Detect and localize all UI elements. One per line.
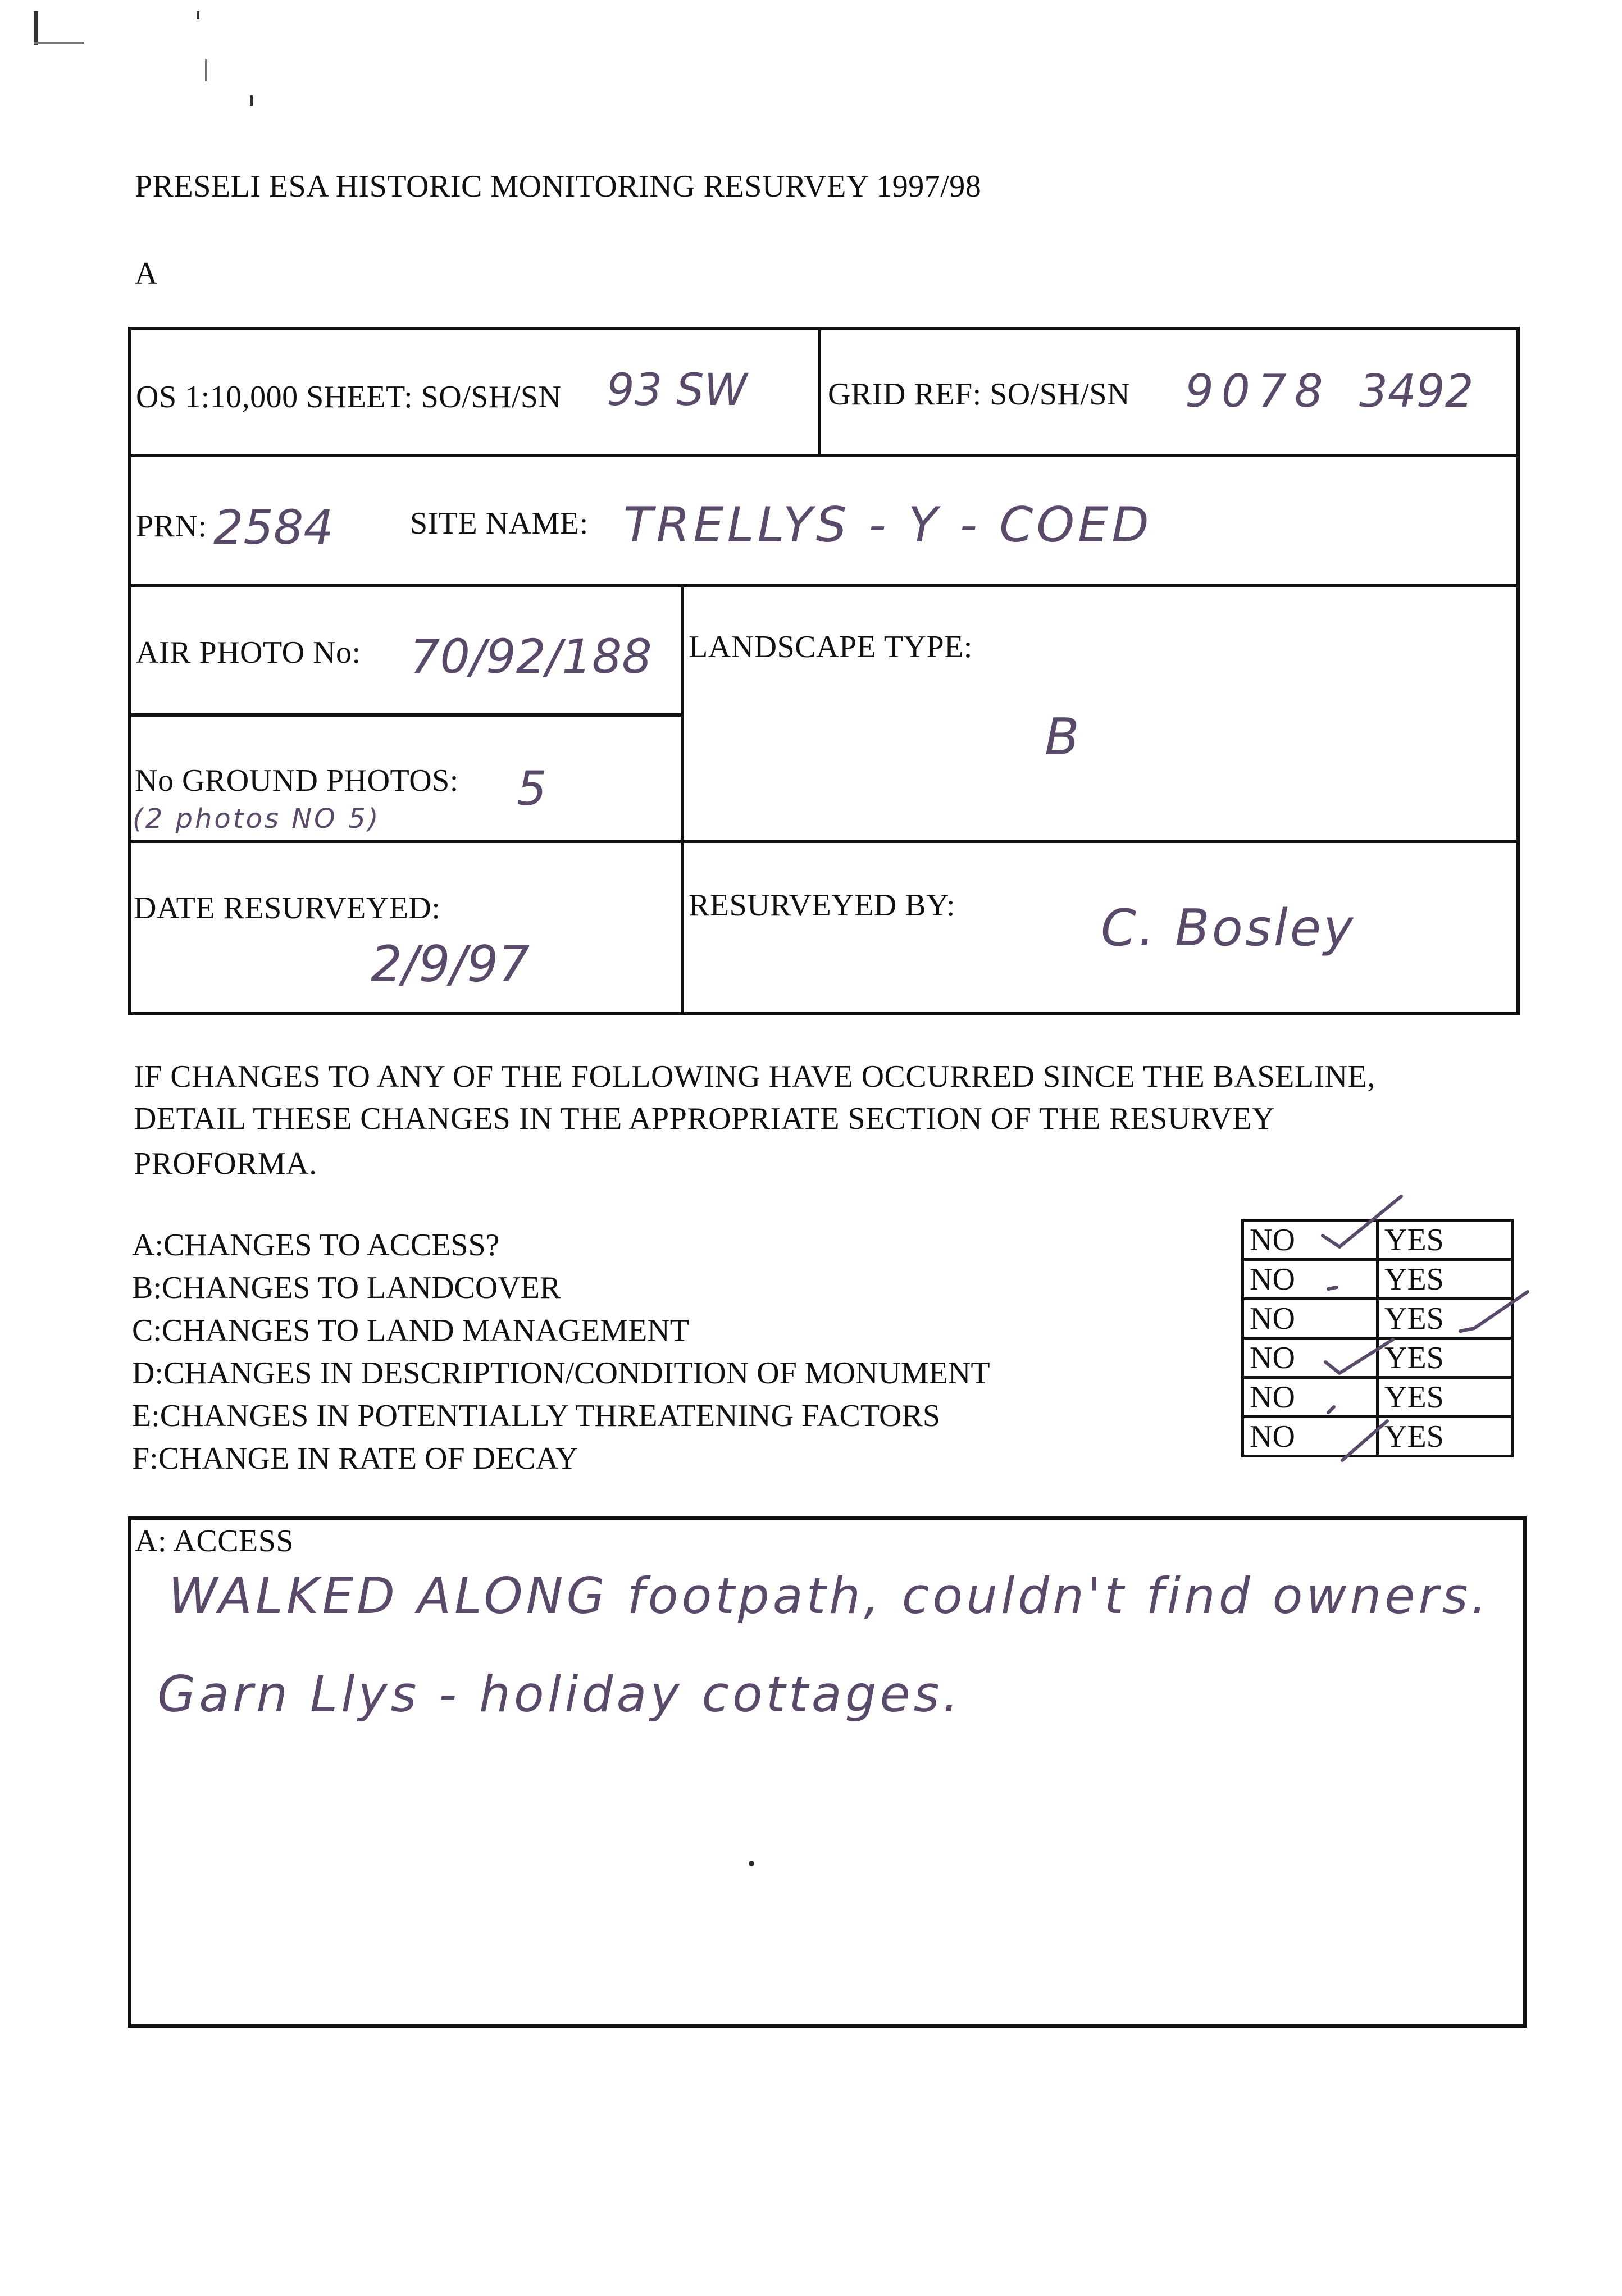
yes-checkbox[interactable]: YES (1378, 1338, 1512, 1378)
table-divider (128, 454, 1520, 457)
site-name-label: SITE NAME: (410, 506, 589, 541)
yes-checkbox[interactable]: YES (1378, 1260, 1512, 1299)
scan-mark (34, 11, 38, 45)
change-questions (132, 1227, 990, 1483)
access-notes-line-2: Garn Llys - holiday cottages. (157, 1665, 962, 1723)
ground-photos-label: No GROUND PHOTOS: (135, 763, 459, 798)
resurveyed-by-label: RESURVEYED BY: (689, 888, 955, 923)
ground-photos-note: (2 photos NO 5) (133, 803, 381, 835)
no-checkbox[interactable]: NO (1243, 1299, 1378, 1338)
scan-mark (205, 59, 207, 81)
tick-icon (1325, 1340, 1393, 1373)
grid-ref-label: GRID REF: SO/SH/SN (828, 377, 1131, 412)
instructions-line-3: PROFORMA. (134, 1146, 317, 1181)
scan-mark (250, 95, 253, 106)
no-checkbox[interactable]: NO (1243, 1417, 1378, 1456)
question-a: A:CHANGES TO ACCESS? (132, 1228, 500, 1263)
air-photo-label: AIR PHOTO No: (136, 635, 361, 670)
tick-icon (1342, 1421, 1387, 1460)
table-divider (128, 840, 1520, 843)
table-divider (818, 327, 821, 456)
access-label: A: ACCESS (135, 1524, 294, 1559)
sheet-label: OS 1:10,000 SHEET: SO/SH/SN (136, 380, 562, 414)
prn-label: PRN: (136, 509, 207, 544)
question-d: D:CHANGES IN DESCRIPTION/CONDITION OF MONUMENT (132, 1356, 990, 1391)
table-divider (128, 584, 1520, 587)
date-resurveyed-label: DATE RESURVEYED: (134, 891, 441, 926)
question-c: C:CHANGES TO LAND MANAGEMENT (132, 1313, 689, 1348)
landscape-type-value: B (1045, 708, 1079, 767)
yes-checkbox[interactable]: YES (1378, 1417, 1512, 1456)
tick-icon (1328, 1287, 1337, 1289)
yes-checkbox[interactable]: YES (1378, 1220, 1512, 1260)
grid-ref-north: 3492 (1359, 365, 1474, 417)
site-name-value: TRELLYS - Y - COED (623, 497, 1152, 553)
yes-checkbox[interactable]: YES (1378, 1378, 1512, 1417)
sheet-value: 93 SW (607, 365, 748, 416)
tick-icon (1460, 1292, 1528, 1331)
instructions-line-2: DETAIL THESE CHANGES IN THE APPROPRIATE SECTION OF THE RESURVEY (134, 1101, 1275, 1136)
scan-mark (34, 42, 84, 44)
tick-icon (1323, 1196, 1401, 1247)
no-checkbox[interactable]: NO (1243, 1220, 1378, 1260)
air-photo-value: 70/92/188 (410, 629, 652, 684)
instructions-line-1: IF CHANGES TO ANY OF THE FOLLOWING HAVE OCCURRED SINCE THE BASELINE, (134, 1059, 1375, 1094)
tick-icon (1328, 1407, 1334, 1413)
resurveyed-by-value: C. Bosley (1101, 899, 1356, 958)
landscape-type-label: LANDSCAPE TYPE: (689, 630, 973, 664)
access-notes-line-1: WALKED ALONG footpath, couldn't find owners. (168, 1567, 1491, 1625)
no-checkbox[interactable]: NO (1243, 1338, 1378, 1378)
question-f: F:CHANGE IN RATE OF DECAY (132, 1441, 578, 1476)
no-checkbox[interactable]: NO (1243, 1378, 1378, 1417)
question-b: B:CHANGES TO LANDCOVER (132, 1270, 561, 1305)
yes-checkbox[interactable]: YES (1378, 1299, 1512, 1338)
ground-photos-value: 5 (517, 761, 547, 816)
date-resurveyed-value: 2/9/97 (371, 935, 530, 993)
form-title: PRESELI ESA HISTORIC MONITORING RESURVEY 1997/98 (135, 169, 982, 204)
question-e: E:CHANGES IN POTENTIALLY THREATENING FACTORS (132, 1398, 940, 1433)
prn-value: 2584 (213, 500, 334, 555)
table-divider (681, 584, 684, 1015)
scan-mark (197, 11, 199, 19)
table-divider (128, 713, 684, 717)
grid-ref-east: 9078 (1185, 365, 1331, 417)
scan-mark (749, 1861, 754, 1866)
tick-marks-overlay (1236, 1179, 1550, 1488)
no-checkbox[interactable]: NO (1243, 1260, 1378, 1299)
form-letter: A (135, 256, 158, 291)
